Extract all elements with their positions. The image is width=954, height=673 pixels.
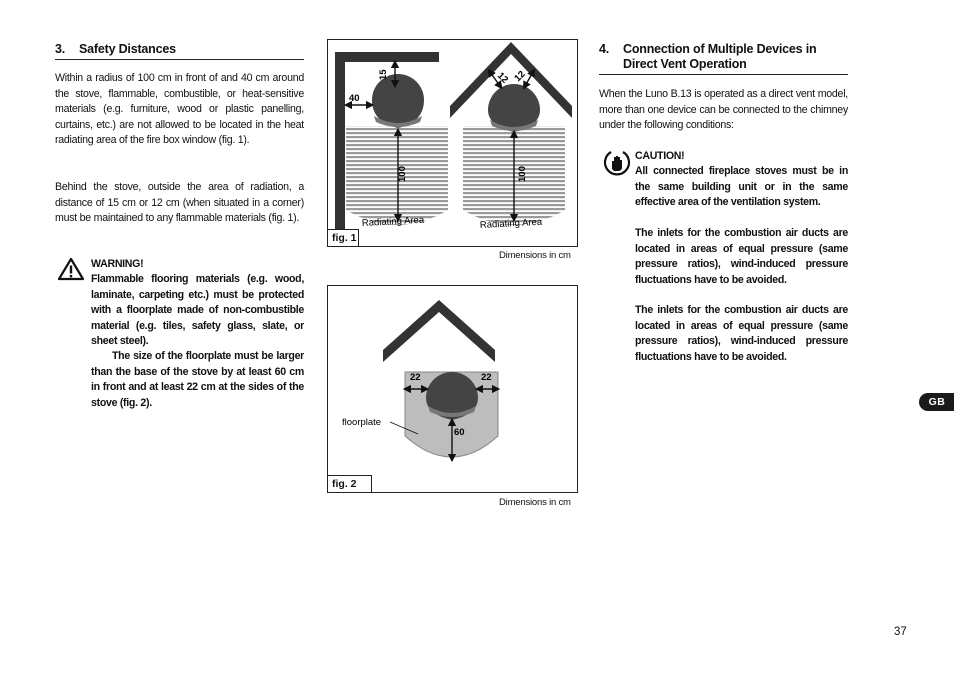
caution-text-3: The inlets for the combustion air ducts are located in areas of equal pressure (same pressure ratios), wind-induced pressure fluctuations have to be avoided. [635, 304, 848, 363]
figure-1 [327, 39, 578, 247]
figure-2-dimensions-note: Dimensions in cm [499, 497, 571, 508]
language-badge: GB [919, 393, 954, 411]
page-number: 37 [894, 626, 907, 638]
caution-title: CAUTION! [635, 150, 685, 162]
figure-1-dimensions-note: Dimensions in cm [499, 250, 571, 261]
caution-text-1: All connected fireplace stoves must be in the same building unit or in the same effective area of the ventilation system. [635, 165, 848, 208]
figure-2-label: fig. 2 [328, 475, 372, 492]
section-3-heading [55, 42, 305, 57]
dim-12-left: 12 [494, 70, 511, 86]
section-4-heading [599, 42, 849, 72]
floorplate-label: floorplate [342, 417, 382, 428]
figure-1-drawing [328, 40, 577, 246]
section-3-title: Safety Distances [79, 42, 176, 56]
dim-15: 15 [378, 69, 389, 80]
figure-2-drawing [328, 286, 577, 492]
section-3-rule [55, 59, 304, 60]
dim-22-left: 22 [410, 372, 421, 383]
radiating-area-label-left: Radiating Area [361, 214, 425, 229]
warning-title: WARNING! [91, 258, 144, 270]
section-3-para-1: Within a radius of 100 cm in front of and 40 cm around the stove, flammable, combustible, or heat-sensitive materials (e.g. furniture, wood or plastic panelling, curtains, etc.) are not allowed to be located in the heat radiating area of the fire box window (fig. 1). [55, 72, 304, 146]
section-4-title-line-2: Direct Vent Operation [623, 57, 747, 71]
section-3-para-2: Behind the stove, outside the area of radiation, a distance of 15 cm or 12 cm (when situated in a corner) must be maintained to any flammable materials (fig. 1). [55, 181, 304, 224]
dim-22-right: 22 [481, 372, 492, 383]
figure-2 [327, 285, 578, 493]
warning-text-2: The size of the floorplate must be larger than the base of the stove by at least 60 cm in front and at least 22 cm at the sides of the stove (fig. 2). [91, 350, 304, 409]
warning-text-1: Flammable flooring materials (e.g. wood, laminate, carpeting etc.) must be protected with a floorplate made of non-combustible material (e.g. tiles, safety glass, slate, or sheet steel). [91, 273, 304, 347]
section-3-number: 3. [55, 42, 66, 56]
wall-corner [383, 300, 495, 362]
caution-hand-icon [603, 148, 631, 176]
warning-triangle-icon [57, 257, 85, 281]
dim-100-right: 100 [517, 166, 528, 182]
dim-40: 40 [349, 93, 360, 104]
radiating-area-label-right: Radiating Area [479, 216, 543, 231]
section-4-number: 4. [599, 42, 610, 56]
section-4-title-line-1: Connection of Multiple Devices in [623, 42, 817, 56]
dim-12-right: 12 [512, 68, 528, 85]
section-4-rule [599, 74, 848, 75]
section-4-intro: When the Luno B.13 is operated as a direct vent model, more than one device can be connected to the chimney under the following conditions: [599, 88, 848, 131]
dim-60: 60 [454, 427, 465, 438]
figure-1-label: fig. 1 [328, 229, 359, 246]
caution-text-2: The inlets for the combustion air ducts are located in areas of equal pressure (same pressure ratios), wind-induced pressure fluctuations have to be avoided. [635, 227, 848, 286]
dim-100-left: 100 [397, 166, 408, 182]
